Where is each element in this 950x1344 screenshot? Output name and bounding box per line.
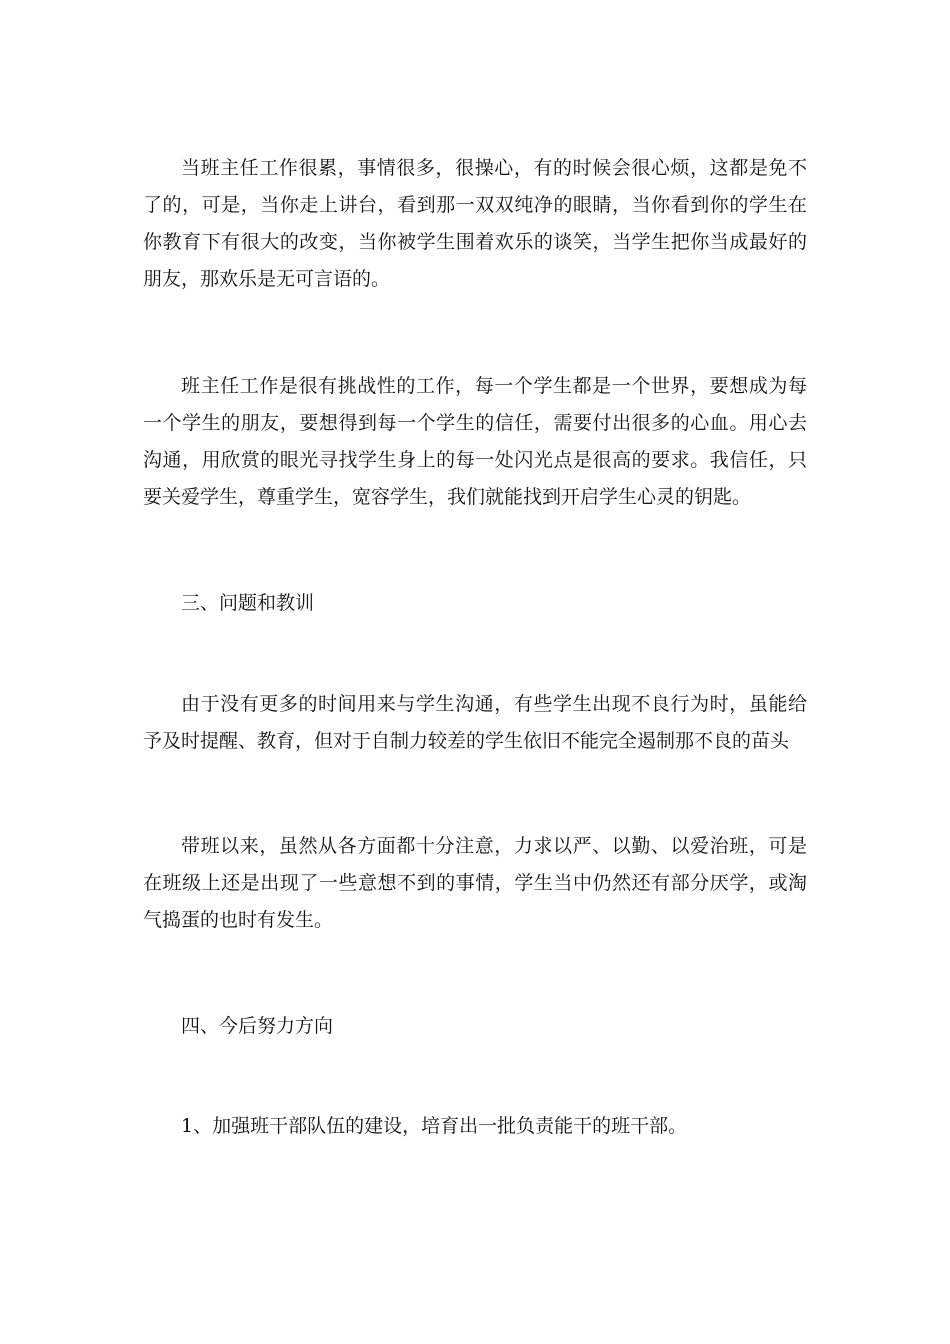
- section-heading-problems: 三、问题和教训: [181, 592, 315, 614]
- paragraph-workload: 当班主任工作很累，事情很多，很操心，有的时候会很心烦，这都是免不了的，可是，当你走上讲台，看到那一双双纯净的眼睛，当你看到你的学生在你教育下有很大的改变，当你被学生围着欢乐的谈笑，当学生把你当成最好的朋友，那欢乐是无可言语的。: [143, 157, 807, 290]
- paragraph-communication: 由于没有更多的时间用来与学生沟通，有些学生出现不良行为时，虽能给予及时提醒、教育，但对于自制力较差的学生依旧不能完全遏制那不良的苗头: [143, 693, 807, 752]
- paragraph-class-management: 带班以来，虽然从各方面都十分注意，力求以严、以勤、以爱治班，可是在班级上还是出现了一些意想不到的事情，学生当中仍然还有部分厌学，或淘气捣蛋的也时有发生。: [143, 835, 807, 931]
- list-item-class-cadres: 1、加强班干部队伍的建设，培育出一批负责能干的班干部。: [181, 1115, 688, 1137]
- section-heading-future-direction: 四、今后努力方向: [181, 1015, 334, 1037]
- paragraph-challenge: 班主任工作是很有挑战性的工作，每一个学生都是一个世界，要想成为每一个学生的朋友，要想得到每一个学生的信任，需要付出很多的心血。用心去沟通，用欣赏的眼光寻找学生身上的每一处闪光点是很高的要求。我信任，只要关爱学生，尊重学生，宽容学生，我们就能找到开启学生心灵的钥匙。: [143, 375, 807, 508]
